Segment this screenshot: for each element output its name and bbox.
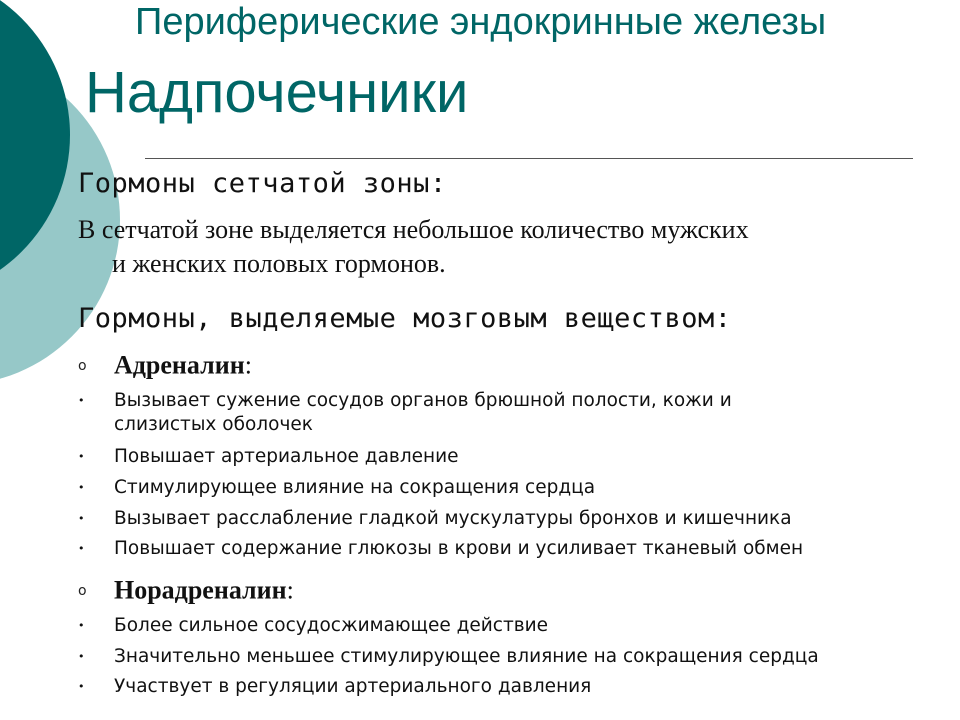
- adrenaline-colon: :: [244, 350, 252, 380]
- list-item-text: Повышает артериальное давление: [114, 446, 459, 467]
- noradrenaline-name: Норадреналин: [114, 575, 287, 605]
- list-item: [78, 507, 792, 531]
- title-divider: [145, 158, 913, 159]
- bullet-dot-icon: •: [78, 542, 85, 555]
- list-item-text: Более сильное сосудосжимающее действие: [114, 615, 549, 636]
- medulla-heading: Гормоны, выделяемые мозговым веществом:: [78, 303, 732, 334]
- reticular-zone-text-line-1: В сетчатой зоне выделяется небольшое количество мужских: [78, 215, 749, 244]
- bullet-dot-icon: •: [78, 450, 85, 463]
- list-item: [78, 389, 732, 437]
- adrenaline-heading: [78, 349, 252, 382]
- reticular-zone-paragraph: [78, 213, 918, 281]
- adrenaline-name: Адреналин: [114, 350, 245, 380]
- bullet-dot-icon: •: [78, 481, 85, 494]
- bullet-dot-icon: •: [78, 512, 85, 525]
- reticular-zone-heading: Гормоны сетчатой зоны:: [78, 168, 447, 199]
- list-item: [78, 614, 548, 638]
- bullet-dot-icon: •: [78, 650, 85, 663]
- list-item-text: Вызывает сужение сосудов органов брюшной полости, кожи и: [114, 390, 732, 411]
- list-item-text-continued: слизистых оболочек: [114, 414, 313, 435]
- slide-header-title: Периферические эндокринные железы: [135, 1, 827, 43]
- list-item: [78, 645, 819, 669]
- list-item-text: Стимулирующее влияние на сокращения сердца: [114, 477, 596, 498]
- circle-bullet-icon: o: [78, 582, 87, 599]
- list-item: [78, 476, 595, 500]
- bullet-dot-icon: •: [78, 394, 85, 407]
- noradrenaline-heading: [78, 574, 294, 607]
- reticular-zone-text-line-2: и женских половых гормонов.: [112, 249, 446, 278]
- list-item-text: Вызывает расслабление гладкой мускулатуры бронхов и кишечника: [114, 508, 792, 529]
- list-item-text: Повышает содержание глюкозы в крови и усиливает тканевый обмен: [114, 538, 804, 559]
- list-item: [78, 537, 803, 561]
- bullet-dot-icon: •: [78, 619, 85, 632]
- list-item: [78, 445, 459, 469]
- bullet-dot-icon: •: [78, 680, 85, 693]
- list-item-text: Значительно меньшее стимулирующее влияние на сокращения сердца: [114, 646, 819, 667]
- noradrenaline-colon: :: [286, 575, 294, 605]
- list-item: [78, 675, 591, 699]
- list-item-text: Участвует в регуляции артериального давления: [114, 676, 592, 697]
- slide-main-title: Надпочечники: [85, 60, 469, 125]
- circle-bullet-icon: o: [78, 357, 87, 374]
